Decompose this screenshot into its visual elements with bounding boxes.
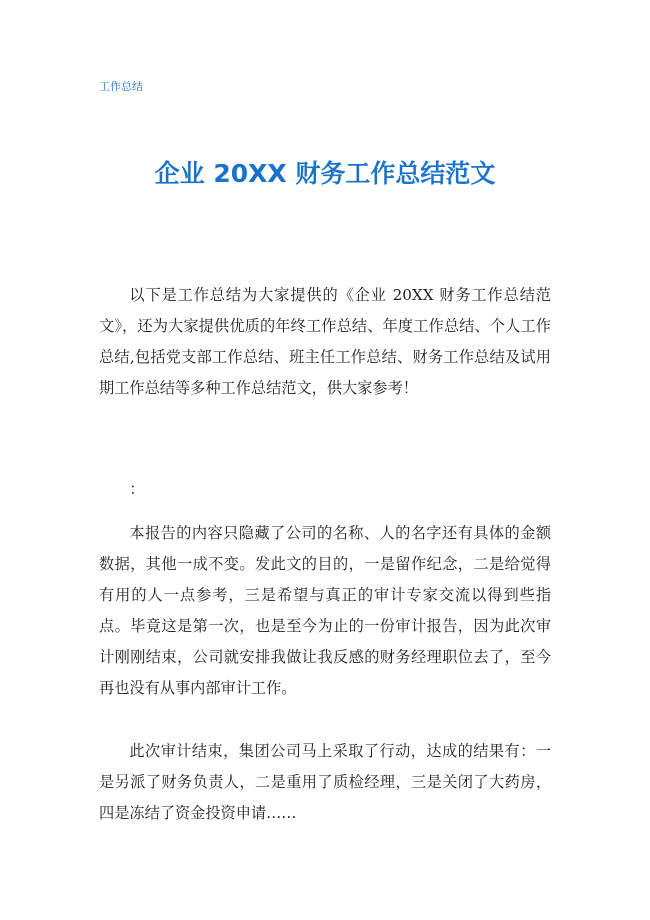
result-paragraph: 此次审计结束，集团公司马上采取了行动，达成的结果有：一是另派了财务负责人，二是重用了质检经理，三是关闭了大药房，四是冻结了资金投资申请…… [99, 742, 551, 822]
intro-paragraph: 以下是工作总结为大家提供的《企业 20XX 财务工作总结范文》，还为大家提供优质的年终工作总结、年度工作总结、个人工作总结,包括党支部工作总结、班主任工作总结、财务工作总结及试用期工作总结等多种工作总结范文，供大家参考！ [99, 286, 551, 397]
category-link[interactable]: 工作总结 [99, 80, 143, 93]
document-title: 企业 20XX 财务工作总结范文 [154, 159, 496, 188]
colon-paragraph: ： [129, 480, 145, 498]
report-paragraph: 本报告的内容只隐藏了公司的名称、人的名字还有具体的金额数据，其他一成不变。发此文的目的，一是留作纪念，二是给觉得有用的人一点参考，三是希望与真正的审计专家交流以得到些指点。毕竟这是第一次，也是至今为止的一份审计报告，因为此次审计刚刚结束，公司就安排我做让我反感的财务经理职位去了，至今再也没有从事内部审计工作。 [99, 524, 551, 697]
